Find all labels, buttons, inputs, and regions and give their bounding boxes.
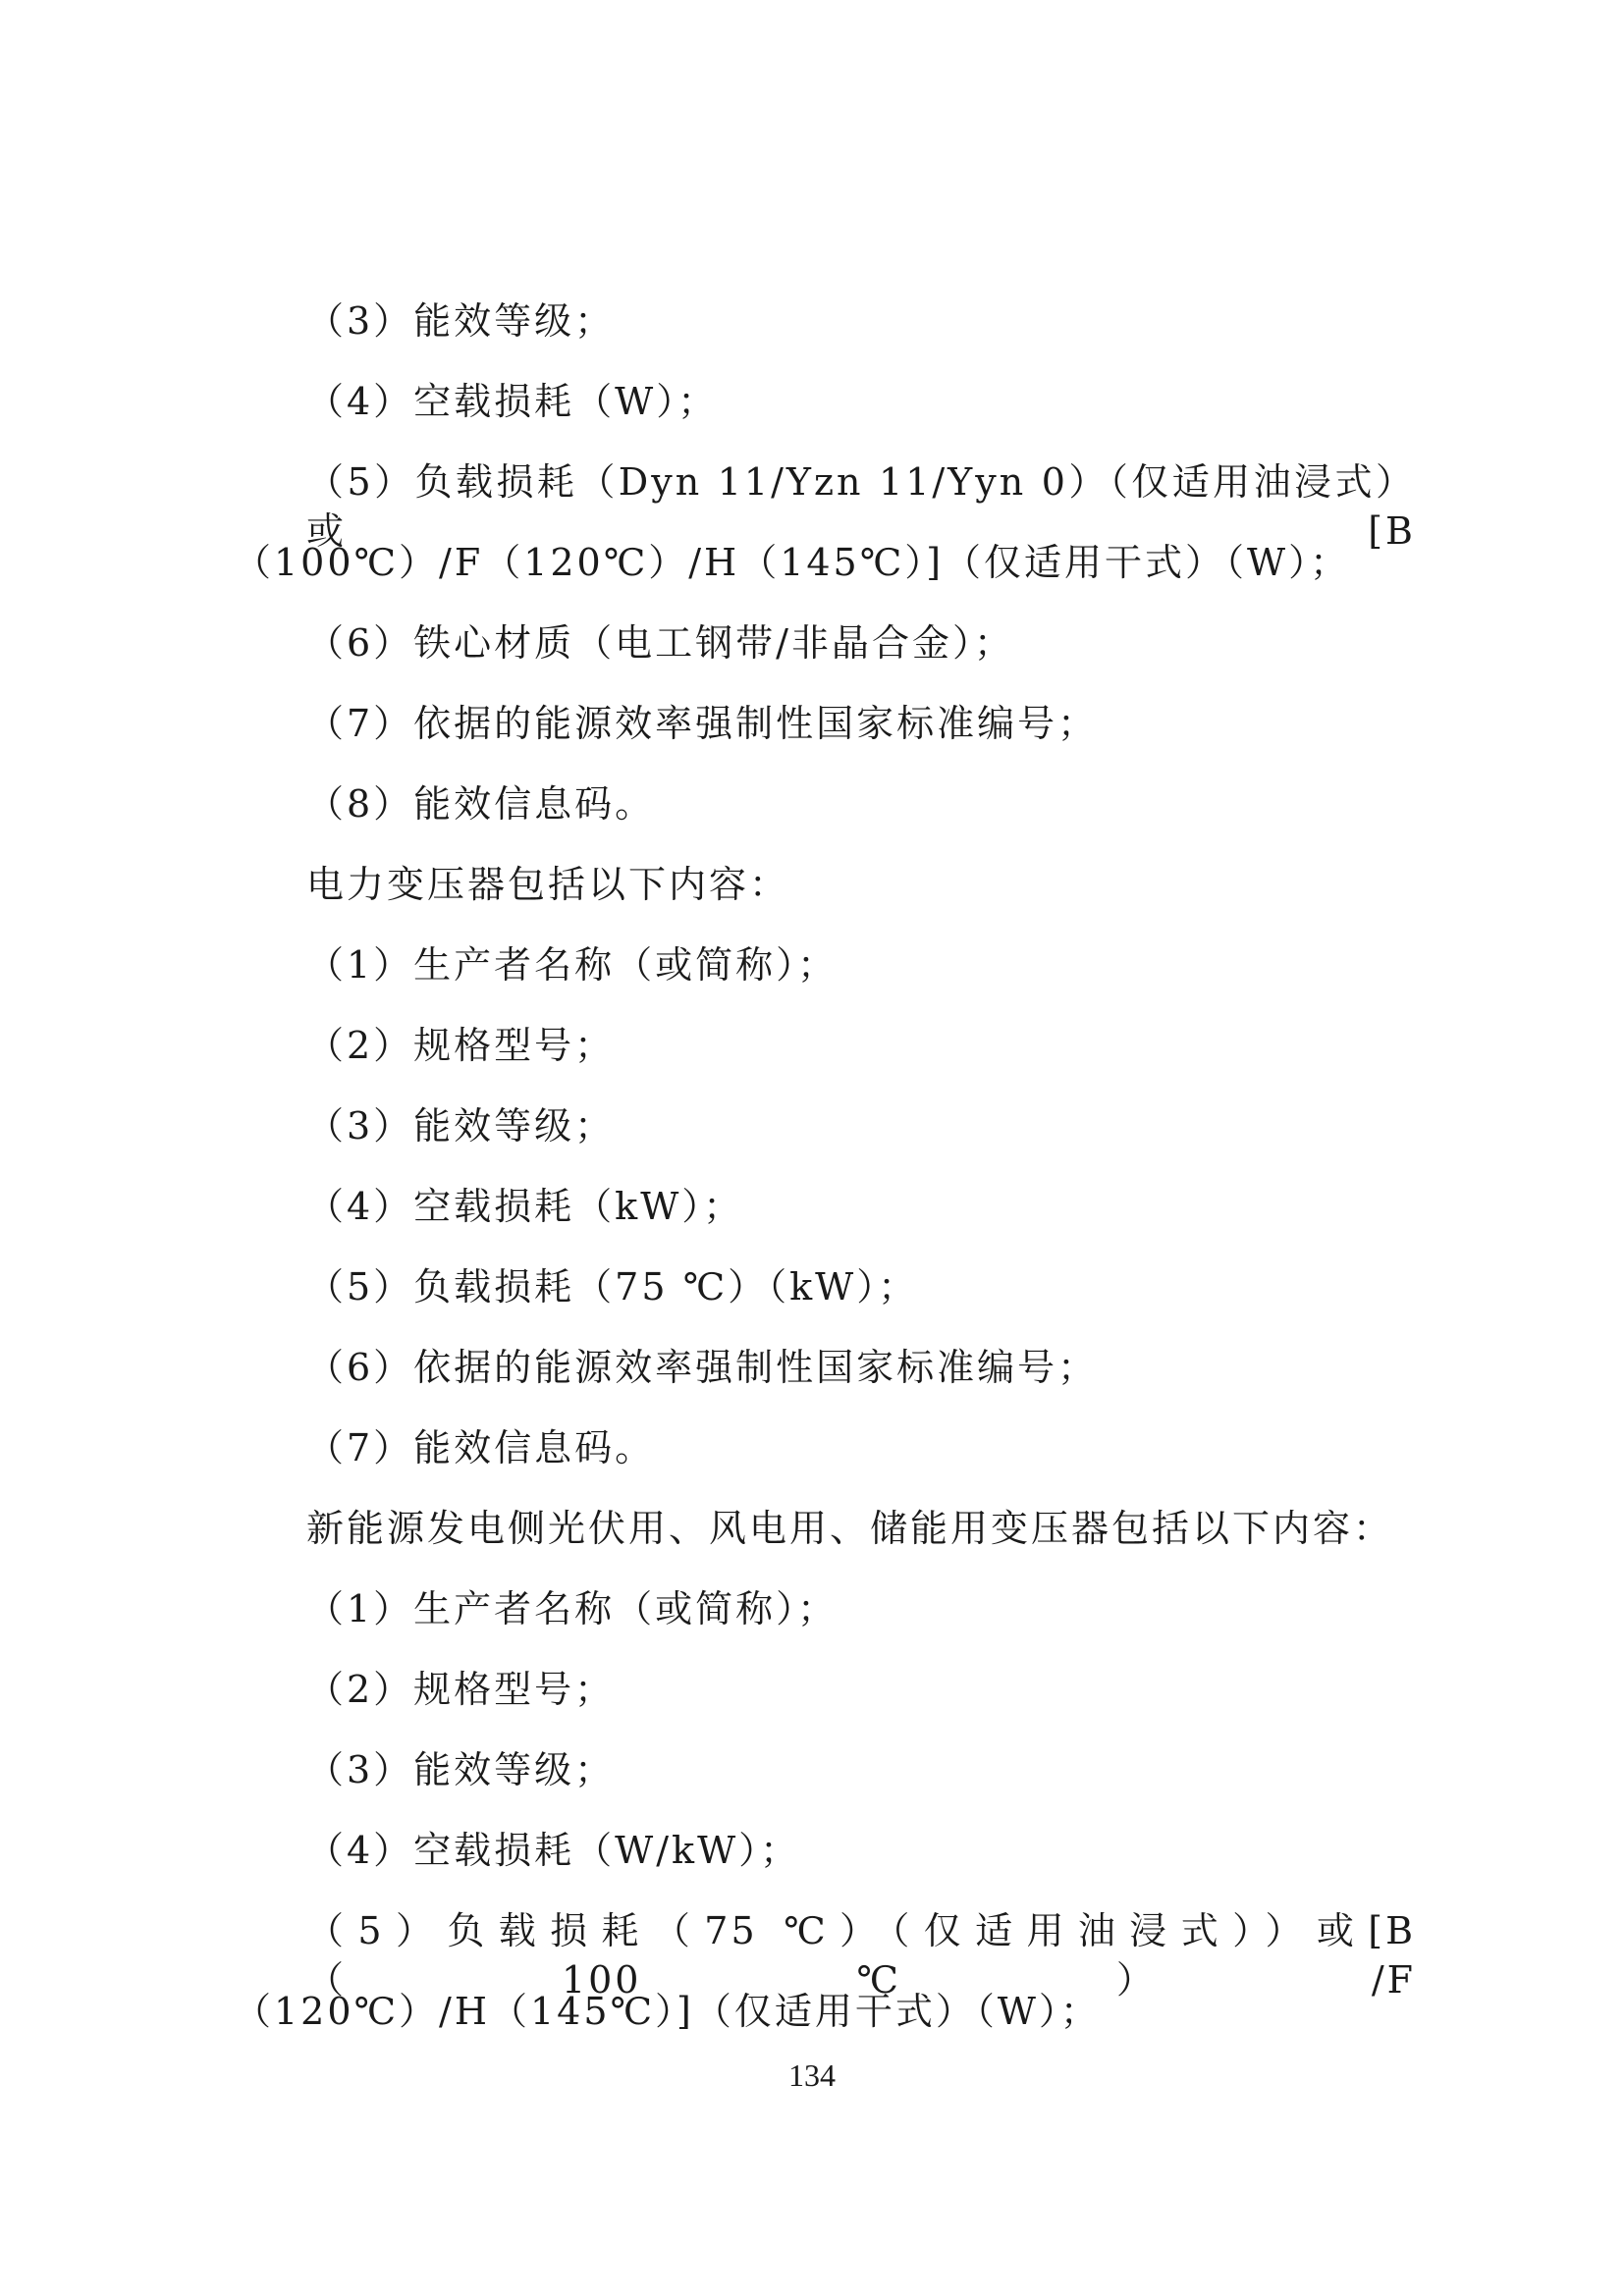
section-heading: 电力变压器包括以下内容：	[306, 863, 790, 906]
text-line: （1）生产者名称（或简称）；	[306, 1587, 839, 1630]
text-line: （2）规格型号；	[306, 1668, 616, 1711]
text-line: （8）能效信息码。	[306, 782, 656, 826]
text-line: （5）负载损耗（75 ℃）（kW）；	[306, 1265, 919, 1308]
text-line: （5）负载损耗（75 ℃）（仅适用油浸式））或[B（100℃）/F	[306, 1909, 1416, 2002]
text-line: （7）依据的能源效率强制性国家标准编号；	[306, 702, 1099, 745]
text-line: （3）能效等级；	[306, 1748, 616, 1791]
text-line: （120℃）/H（145℃）]（仅适用干式）（W）；	[234, 1990, 1101, 2033]
text-line: （7）能效信息码。	[306, 1426, 656, 1469]
text-line: （6）依据的能源效率强制性国家标准编号；	[306, 1346, 1099, 1389]
page-number: 134	[788, 2057, 836, 2093]
text-line: （4）空载损耗（kW）；	[306, 1185, 744, 1228]
text-line: （4）空载损耗（W）；	[306, 380, 719, 423]
text-line: （4）空载损耗（W/kW）；	[306, 1829, 801, 1872]
text-line: （3）能效等级；	[306, 1104, 616, 1148]
text-line: （2）规格型号；	[306, 1024, 616, 1067]
text-line: （100℃）/F（120℃）/H（145℃）]（仅适用干式）（W）；	[234, 541, 1351, 584]
text-line: （1）生产者名称（或简称）；	[306, 943, 839, 987]
section-heading: 新能源发电侧光伏用、风电用、储能用变压器包括以下内容：	[306, 1507, 1394, 1550]
text-line: （6）铁心材质（电工钢带/非晶合金）；	[306, 621, 1014, 665]
text-line: （3）能效等级；	[306, 299, 616, 343]
text-line: （5）负载损耗（Dyn 11/Yzn 11/Yyn 0）（仅适用油浸式）或[B	[306, 460, 1416, 553]
